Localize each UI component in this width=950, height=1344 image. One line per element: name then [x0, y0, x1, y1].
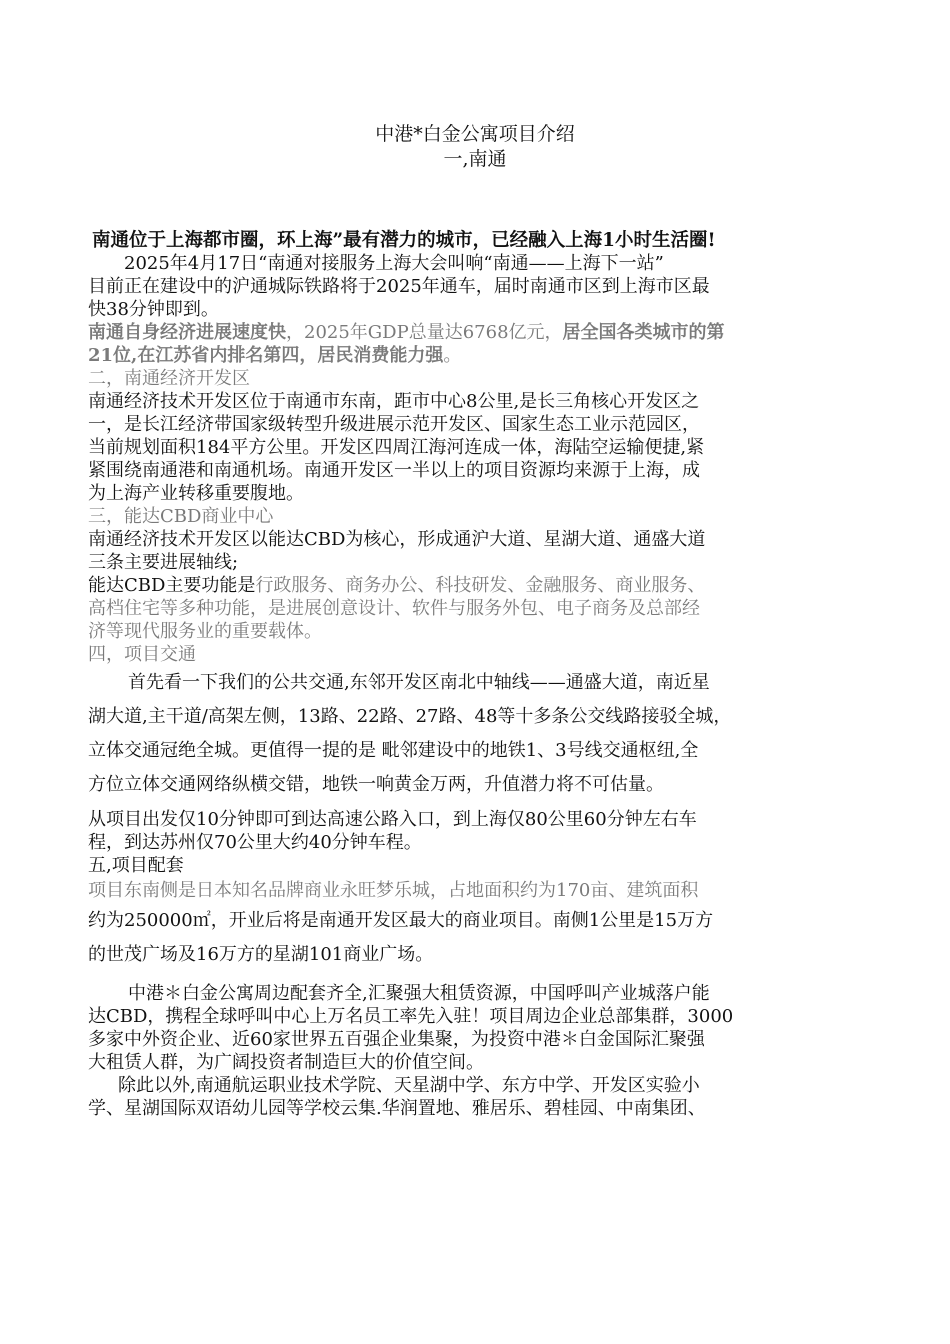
- paragraph-line: 紧围绕南通港和南通机场。南通开发区一半以上的项目资源均来源于上海，成: [88, 460, 700, 481]
- paragraph-line: 一，是长江经济带国家级转型升级进展示范开发区、国家生态工业示范园区，: [88, 414, 700, 435]
- paragraph-line: 南通经济技术开发区以能达CBD为核心，形成通沪大道、星湖大道、通盛大道: [88, 529, 706, 550]
- date-line: 2025年4月17日“南通对接服务上海大会叫响“南通——上海下一站”: [124, 253, 664, 274]
- paragraph-line: 首先看一下我们的公共交通,东邻开发区南北中轴线——通盛大道，南近星: [128, 672, 710, 693]
- section-1-heading: 一,南通: [443, 148, 507, 170]
- cbd-function-label: 能达CBD主要功能是: [88, 575, 256, 596]
- ranking-emphasis: 21位,在江苏省内排名第四，居民消费能力强: [88, 345, 444, 366]
- section-4-heading: 四，项目交通: [88, 644, 196, 665]
- paragraph-line: 程，到达苏州仅70公里大约40分钟车程。: [88, 832, 422, 853]
- paragraph-line: 方位立体交通网络纵横交错，地铁一响黄金万两，升值潜力将不可估量。: [88, 774, 664, 795]
- document-page: [88, 122, 878, 1120]
- punctuation: 。: [443, 345, 462, 366]
- paragraph-line: 立体交通冠绝全城。更值得一提的是 毗邻建设中的地铁1、3号线交通枢纽,全: [88, 740, 699, 761]
- paragraph-line: 为上海产业转移重要腹地。: [88, 483, 304, 504]
- paragraph-line: 除此以外,南通航运职业技术学院、天星湖中学、东方中学、开发区实验小: [118, 1075, 700, 1096]
- paragraph-line: 从项目出发仅10分钟即可到达高速公路入口，到上海仅80公里60分钟左右车: [88, 809, 697, 830]
- economy-line: [88, 321, 878, 344]
- paragraph-line: 大租赁人群，为广阔投资者制造巨大的价值空间。: [88, 1052, 484, 1073]
- paragraph-line: 南通经济技术开发区位于南通市东南，距市中心8公里,是长三角核心开发区之: [88, 391, 700, 412]
- cbd-function-list: 行政服务、商务办公、科技研发、金融服务、商业服务、: [255, 575, 706, 596]
- paragraph-line: 当前规划面积184平方公里。开发区四周江海河连成一体，海陆空运输便捷,紧: [88, 437, 705, 458]
- paragraph-line: 的世茂广场及16万方的星湖101商业广场。: [88, 944, 434, 965]
- paragraph-line: 目前正在建设中的沪通城际铁路将于2025年通车，届时南通市区到上海市区最: [88, 276, 710, 297]
- document-title: 中港*白金公寓项目介绍: [375, 123, 575, 145]
- paragraph-line: 学、星湖国际双语幼儿园等学校云集.华润置地、雅居乐、碧桂园、中南集团、: [88, 1098, 706, 1119]
- paragraph-line: 高档住宅等多种功能，是进展创意设计、软件与服务外包、电子商务及总部经: [88, 598, 700, 619]
- nantong-headline: 南通位于上海都市圈，环上海”最有潜力的城市，已经融入上海1小时生活圈!: [92, 230, 716, 251]
- paragraph-line: 约为250000㎡，开业后将是南通开发区最大的商业项目。南侧1公里是15万方: [88, 910, 714, 931]
- section-5-heading: 五,项目配套: [88, 855, 184, 876]
- ranking-emphasis: 居全国各类城市的第: [562, 322, 725, 343]
- section-3-heading: 三，能达CBD商业中心: [88, 506, 274, 527]
- economy-emphasis: 南通自身经济进展速度快: [88, 322, 286, 343]
- paragraph-line: 湖大道,主干道/高架左侧，13路、22路、27路、48等十多条公交线路接驳全城，: [88, 706, 732, 727]
- paragraph-line: 多家中外资企业、近60家世界五百强企业集聚，为投资中港＊白金国际汇聚强: [88, 1029, 705, 1050]
- section-2-heading: 二，南通经济开发区: [88, 368, 250, 389]
- paragraph-line: 济等现代服务业的重要载体。: [88, 621, 322, 642]
- gdp-text: ，2025年GDP总量达6768亿元，: [286, 322, 563, 343]
- paragraph-line: 达CBD，携程全球呼叫中心上万名员工率先入驻！项目周边企业总部集群，3000: [88, 1006, 734, 1027]
- paragraph-line: 项目东南侧是日本知名品牌商业永旺梦乐城，占地面积约为170亩、建筑面积: [88, 880, 699, 901]
- cbd-function-line: [88, 574, 878, 597]
- economy-line: [88, 344, 878, 367]
- paragraph-line: 三条主要进展轴线;: [88, 552, 239, 573]
- paragraph-line: 中港＊白金公寓周边配套齐全,汇聚强大租赁资源，中国呼叫产业城落户能: [128, 983, 710, 1004]
- paragraph-line: 快38分钟即到。: [88, 299, 219, 320]
